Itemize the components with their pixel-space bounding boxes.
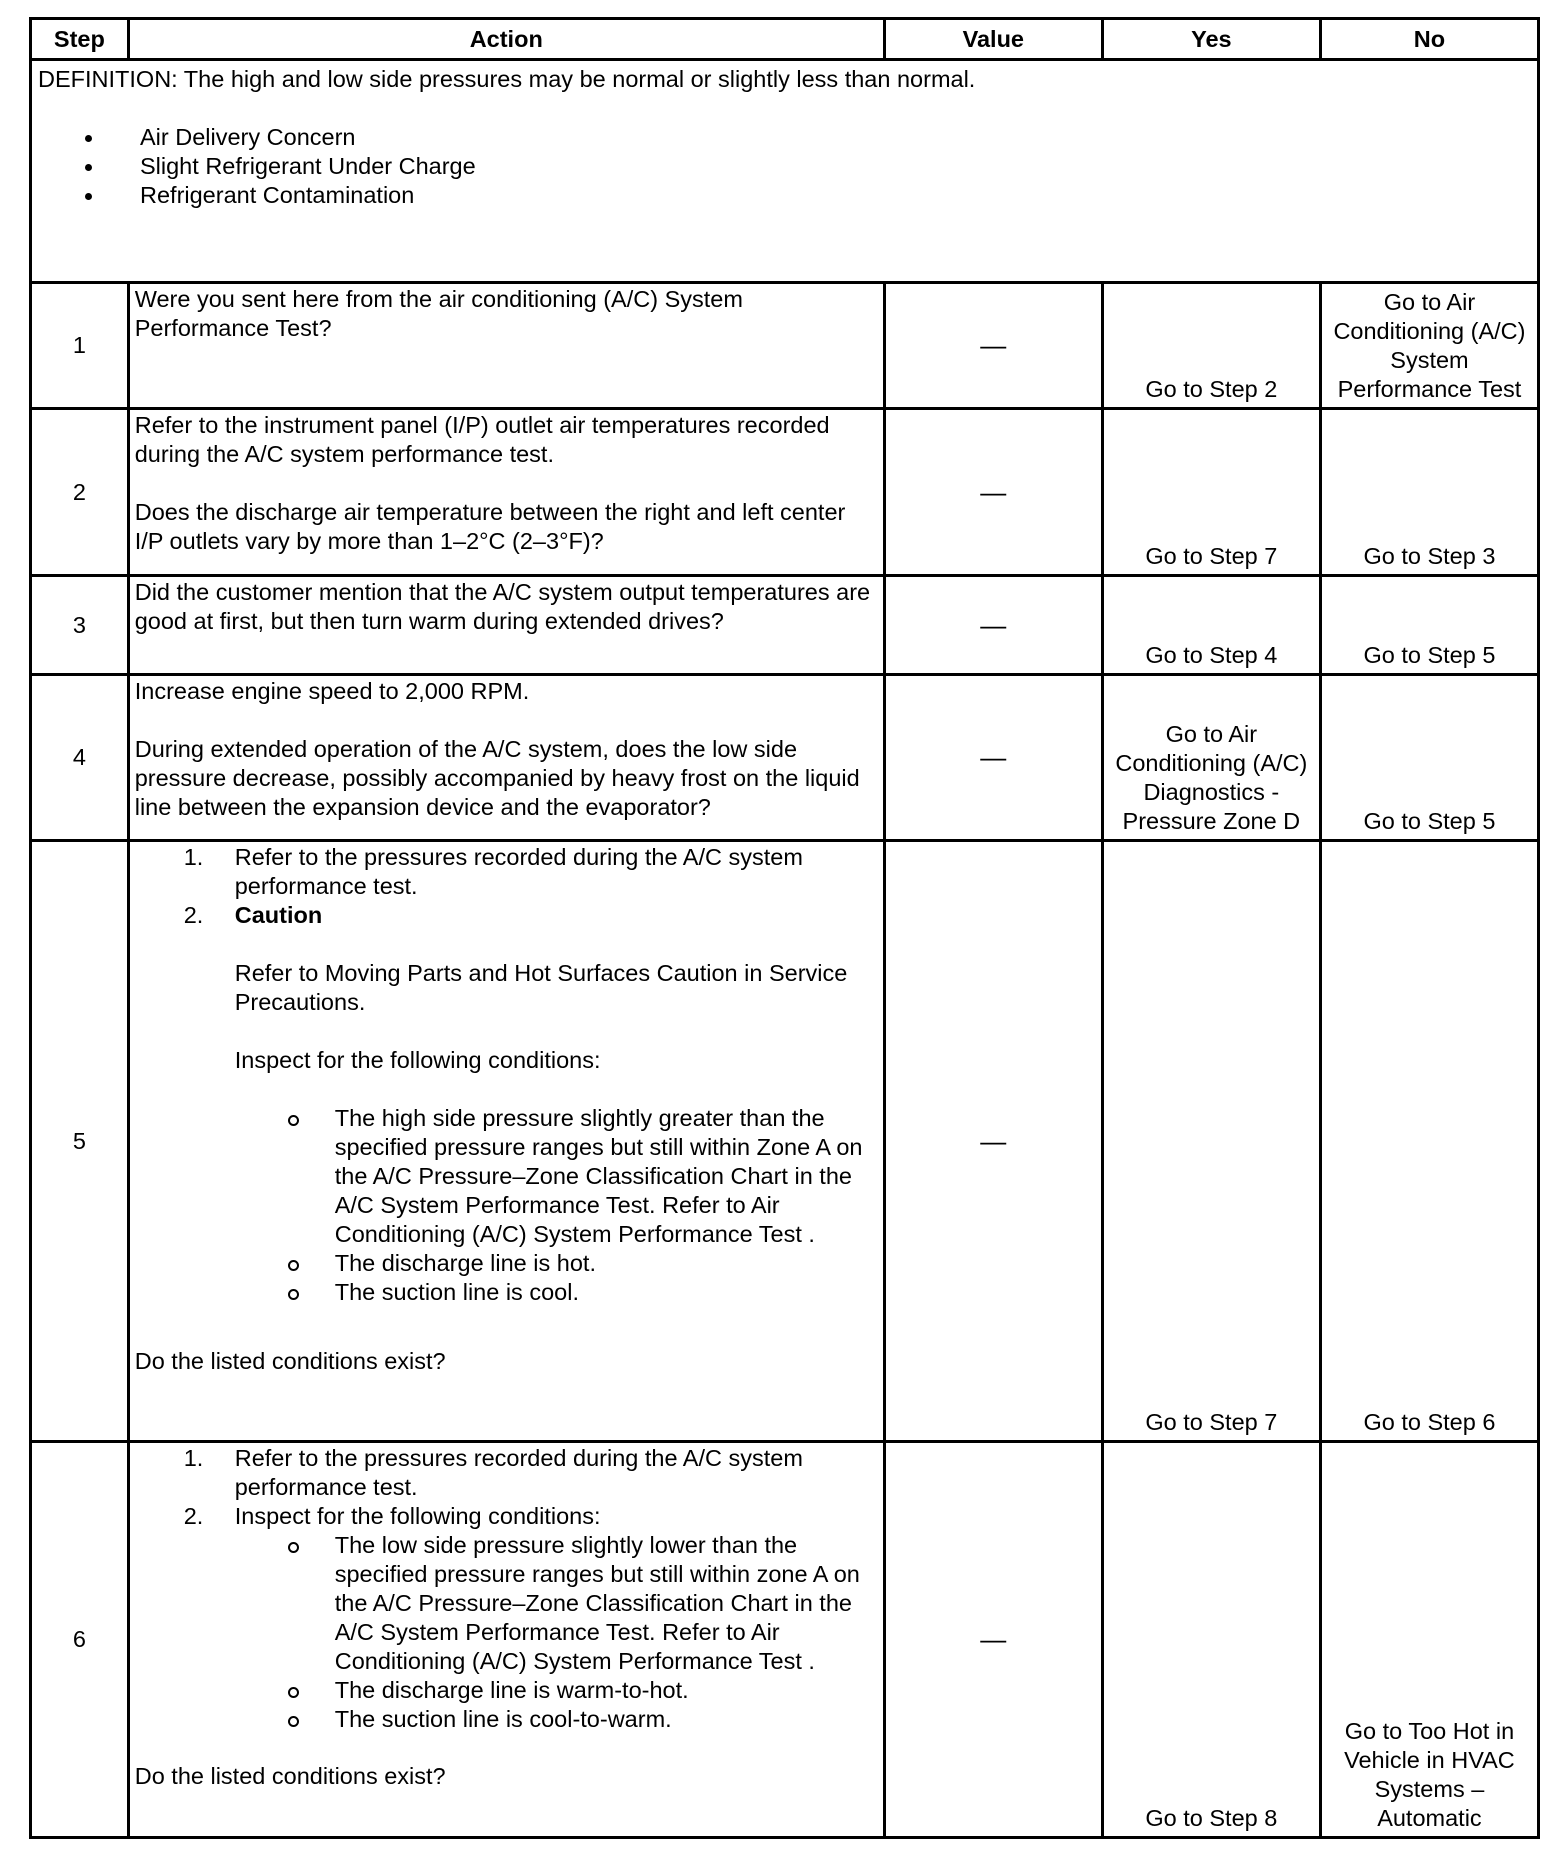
- no-cell[interactable]: Go to Too Hot in Vehicle in HVAC Systems – Automatic: [1320, 1442, 1538, 1838]
- header-no: No: [1320, 19, 1538, 60]
- item-text: Inspect for the following conditions:: [234, 1503, 601, 1529]
- no-cell[interactable]: Go to Step 3: [1320, 409, 1538, 576]
- yes-cell[interactable]: Go to Step 4: [1102, 576, 1320, 675]
- definition-bullet: Refrigerant Contamination: [140, 181, 1531, 210]
- condition-item: The suction line is cool-to-warm.: [135, 1705, 878, 1734]
- caution-text: Refer to Moving Parts and Hot Surfaces Caution in Service Precautions.: [234, 960, 848, 1015]
- yes-cell[interactable]: Go to Step 8: [1102, 1442, 1320, 1838]
- action-cell: [128, 841, 884, 1442]
- list-item: 1. Refer to the pressures recorded during the A/C system performance test.: [183, 844, 803, 899]
- condition-item: The discharge line is hot.: [135, 1249, 878, 1278]
- value-cell: —: [884, 675, 1102, 841]
- step-number: 3: [31, 576, 129, 675]
- condition-item: The low side pressure slightly lower than the specified pressure ranges but still within zone A on the A/C Pressure–Zone Classification Chart in the A/C System Performance Test. Refer to Air Conditioning (A/C) System Performance Test .: [135, 1531, 878, 1676]
- value-cell: —: [884, 841, 1102, 1442]
- action-cell: [128, 409, 884, 576]
- table-row: [31, 675, 1539, 841]
- no-cell[interactable]: Go to Step 5: [1320, 576, 1538, 675]
- header-action: Action: [128, 19, 884, 60]
- action-cell: [128, 675, 884, 841]
- header-step: Step: [31, 19, 129, 60]
- table-row: [31, 576, 1539, 675]
- list-item: 2. Caution: [183, 902, 323, 928]
- header-yes: Yes: [1102, 19, 1320, 60]
- table-row: [31, 283, 1539, 409]
- step-number: 6: [31, 1442, 129, 1838]
- header-row: [31, 19, 1539, 60]
- no-cell[interactable]: Go to Air Conditioning (A/C) System Performance Test: [1320, 283, 1538, 409]
- value-cell: —: [884, 409, 1102, 576]
- yes-cell[interactable]: Go to Step 2: [1102, 283, 1320, 409]
- table-row: [31, 1442, 1539, 1838]
- table-row: [31, 409, 1539, 576]
- header-value: Value: [884, 19, 1102, 60]
- definition-bullet: Slight Refrigerant Under Charge: [140, 152, 1531, 181]
- value-cell: —: [884, 1442, 1102, 1838]
- inspect-text: Inspect for the following conditions:: [234, 1047, 601, 1073]
- definition-text: DEFINITION: The high and low side pressures may be normal or slightly less than normal.: [38, 66, 976, 92]
- step-number: 4: [31, 675, 129, 841]
- yes-cell[interactable]: Go to Step 7: [1102, 841, 1320, 1442]
- step-number: 5: [31, 841, 129, 1442]
- caution-title: Caution: [234, 902, 323, 928]
- action-cell: [128, 283, 884, 409]
- list-item: 2. Inspect for the following conditions:: [183, 1503, 601, 1529]
- yes-cell[interactable]: Go to Step 7: [1102, 409, 1320, 576]
- action-question: Do the listed conditions exist?: [134, 1348, 446, 1374]
- step-number: 2: [31, 409, 129, 576]
- action-cell: [128, 576, 884, 675]
- definition-bullet: Air Delivery Concern: [140, 123, 1531, 152]
- yes-cell[interactable]: Go to Air Conditioning (A/C) Diagnostics - Pressure Zone D: [1102, 675, 1320, 841]
- action-text: Increase engine speed to 2,000 RPM.: [134, 678, 530, 704]
- value-cell: —: [884, 576, 1102, 675]
- action-text: Did the customer mention that the A/C system output temperatures are good at first, but then turn warm during extended drives?: [134, 579, 871, 634]
- condition-item: The discharge line is warm-to-hot.: [135, 1676, 878, 1705]
- step-number: 1: [31, 283, 129, 409]
- no-cell[interactable]: Go to Step 6: [1320, 841, 1538, 1442]
- condition-item: The high side pressure slightly greater than the specified pressure ranges but still within Zone A on the A/C Pressure–Zone Classification Chart in the A/C System Performance Test. Refer to Air Conditioning (A/C) System Performance Test .: [135, 1104, 878, 1249]
- action-cell: [128, 1442, 884, 1838]
- action-text: Were you sent here from the air conditioning (A/C) System Performance Test?: [134, 286, 743, 341]
- action-question: During extended operation of the A/C system, does the low side pressure decrease, possibly accompanied by heavy frost on the liquid line between the expansion device and the evaporator?: [134, 736, 860, 820]
- action-text: Refer to the instrument panel (I/P) outlet air temperatures recorded during the A/C system performance test.: [134, 412, 830, 467]
- table-row: [31, 841, 1539, 1442]
- definition-list: [38, 123, 1531, 210]
- condition-item: The suction line is cool.: [135, 1278, 878, 1307]
- no-cell[interactable]: Go to Step 5: [1320, 675, 1538, 841]
- action-question: Do the listed conditions exist?: [134, 1763, 446, 1789]
- definition-row: [31, 60, 1539, 283]
- list-item: 1. Refer to the pressures recorded during the A/C system performance test.: [183, 1445, 803, 1500]
- action-question: Does the discharge air temperature between the right and left center I/P outlets vary by more than 1–2°C (2–3°F)?: [134, 499, 846, 554]
- item-text: Refer to the pressures recorded during the A/C system performance test.: [234, 844, 803, 899]
- item-text: Refer to the pressures recorded during the A/C system performance test.: [234, 1445, 803, 1500]
- diagnostic-table: [29, 17, 1540, 1839]
- value-cell: —: [884, 283, 1102, 409]
- definition-cell: [31, 60, 1539, 283]
